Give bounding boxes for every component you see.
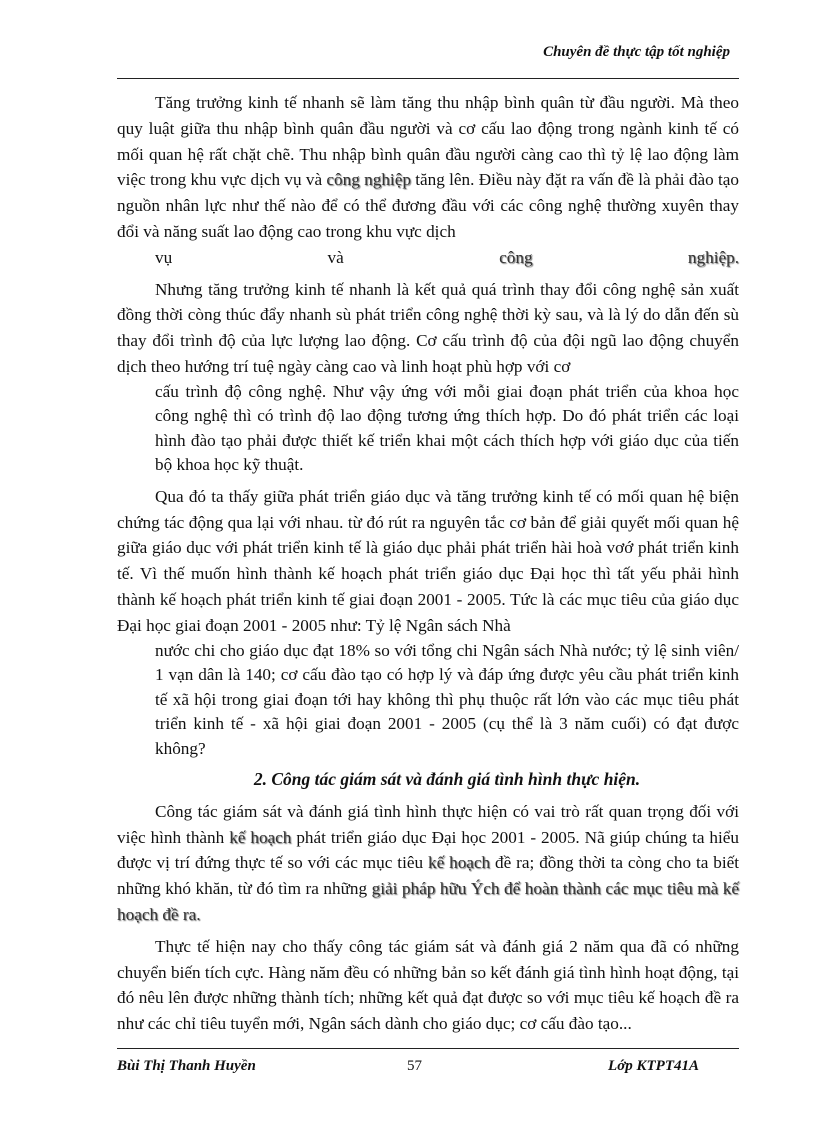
- text-run: tăng lên. Điều này đặt ra vấn đề là phải đào tạo nguồn nhân lực như thế nào để có thể đương đầu với các công nghệ thường xuyên thay đổi và năng suất lao động cao trong khu vực dịch: [117, 170, 739, 241]
- paragraph-growth-income: [117, 90, 739, 245]
- paragraph-technology-change: Nhưng tăng trưởng kinh tế nhanh là kết quả quá trình thay đổi công nghệ sản xuất đồng thời còng thúc đẩy nhanh sù phát triển công nghệ thời kỳ sau, và là lý do dẫn đến sù thay đổi trình độ của lực lượng lao động. Cơ cấu trình độ của đội ngũ lao động chuyển dịch theo hướng trí tuệ ngày càng cao và linh hoạt phù hợp với cơ: [117, 279, 739, 376]
- text-run: Công tác giám sát và đánh giá tình hình thực hiện có vai trò rất quan trọng đối với việc hình thành: [117, 801, 739, 847]
- page-number: 57: [407, 1058, 422, 1074]
- text-run: phát triển giáo dục Đại học 2001 - 2005. Nã giúp chúng ta hiểu được vị trí đứng thực tế so với các mục tiêu: [117, 827, 739, 873]
- word: và: [327, 247, 344, 267]
- paragraph-technology-change-cont: cấu trình độ công nghệ. Như vậy ứng với mỗi giai đoạn phát triển của khoa học công nghệ thì có trình độ lao động tương ứng thích hợp. Do đó phát triển các loại hình đào tạo phải được thiết kế triển khai một cách thích hợp với giáo dục của tiến bộ khoa học kỹ thuật.: [155, 381, 739, 475]
- text-run-shadowed: giải pháp hữu Ých để hoàn thành các mục tiêu mà kế hoạch đề ra.: [117, 879, 740, 925]
- footer-class: Lớp KTPT41A: [608, 1058, 699, 1074]
- document-body: [117, 90, 739, 1043]
- header-divider: [117, 78, 739, 79]
- text-run: Tăng trưởng kinh tế nhanh sẽ làm tăng thu nhập bình quân từ đầu người. Mà theo quy luật giữa thu nhập bình quân đầu người và cơ cấu lao động trong ngành kinh tế có mối quan hệ rất chặt chẽ. Thu nhập bình quân đầu người càng cao thì tỷ lệ lao động làm việc trong khu vực dịch vụ và: [117, 93, 739, 190]
- word: công: [499, 247, 533, 267]
- text-run-shadowed: công nghiệp: [326, 170, 411, 190]
- section-heading: 2. Công tác giám sát và đánh giá tình hình thực hiện.: [253, 769, 641, 790]
- text-run-shadowed: kế hoạch: [427, 853, 491, 873]
- paragraph-monitoring: [117, 799, 739, 928]
- paragraph-line-spread: [117, 245, 739, 271]
- header-title: Chuyên đề thực tập tốt nghiệp: [543, 44, 730, 60]
- word: vụ: [155, 247, 173, 267]
- paragraph-education-economy: Qua đó ta thấy giữa phát triển giáo dục và tăng trưởng kinh tế có mối quan hệ biện chứng tác động qua lại với nhau. từ đó rút ra nguyên tắc cơ bản để giải quyết mối quan hệ giữa giáo dục với phát triển kinh tế là giáo dục phải phát triển hài hoà vơớ phát triển kinh tế. Vì thế muốn hình thành kế hoạch phát triển giáo dục Đại học thì tất yếu phải hình thành kế hoạch phát triển kinh tế giai đoạn 2001 - 2005. Tức là các mục tiêu của giáo dục Đại học giai đoạn 2001 - 2005 như: Tỷ lệ Ngân sách Nhà: [117, 486, 739, 635]
- paragraph-education-economy-cont: nước chi cho giáo dục đạt 18% so với tổng chi Ngân sách Nhà nước; tỷ lệ sinh viên/ 1 vạn dân là 140; cơ cấu đào tạo có hợp lý và đáp ứng được yêu cầu phát triển kinh tế xã hội trong giai đoạn tới hay không thì phụ thuộc rất lớn vào các mục tiêu phát triển kinh tế - xã hội giai đoạn 2001 - 2005 (cụ thể là 3 năm cuối) có đạt được không?: [155, 640, 739, 758]
- paragraph-current-status: Thực tế hiện nay cho thấy công tác giám sát và đánh giá 2 năm qua đã có những chuyển biến tích cực. Hàng năm đều có những bản so kết đánh giá tình hình hoạt động, tại đó nêu lên được những thành tích; những kết quả đạt được so với mục tiêu kế hoạch đề ra như các chỉ tiêu tuyển mới, Ngân sách dành cho giáo dục; cơ cấu đào tạo...: [117, 936, 739, 1034]
- text-run-shadowed: kế hoạch: [229, 827, 292, 847]
- text-run: đề ra; đồng thời ta còng cho ta biết những khó khăn, từ đó tìm ra những: [117, 853, 740, 899]
- word: nghiệp.: [687, 247, 739, 267]
- footer-author: Bùi Thị Thanh Huyền: [117, 1058, 256, 1074]
- footer-divider: [117, 1048, 739, 1049]
